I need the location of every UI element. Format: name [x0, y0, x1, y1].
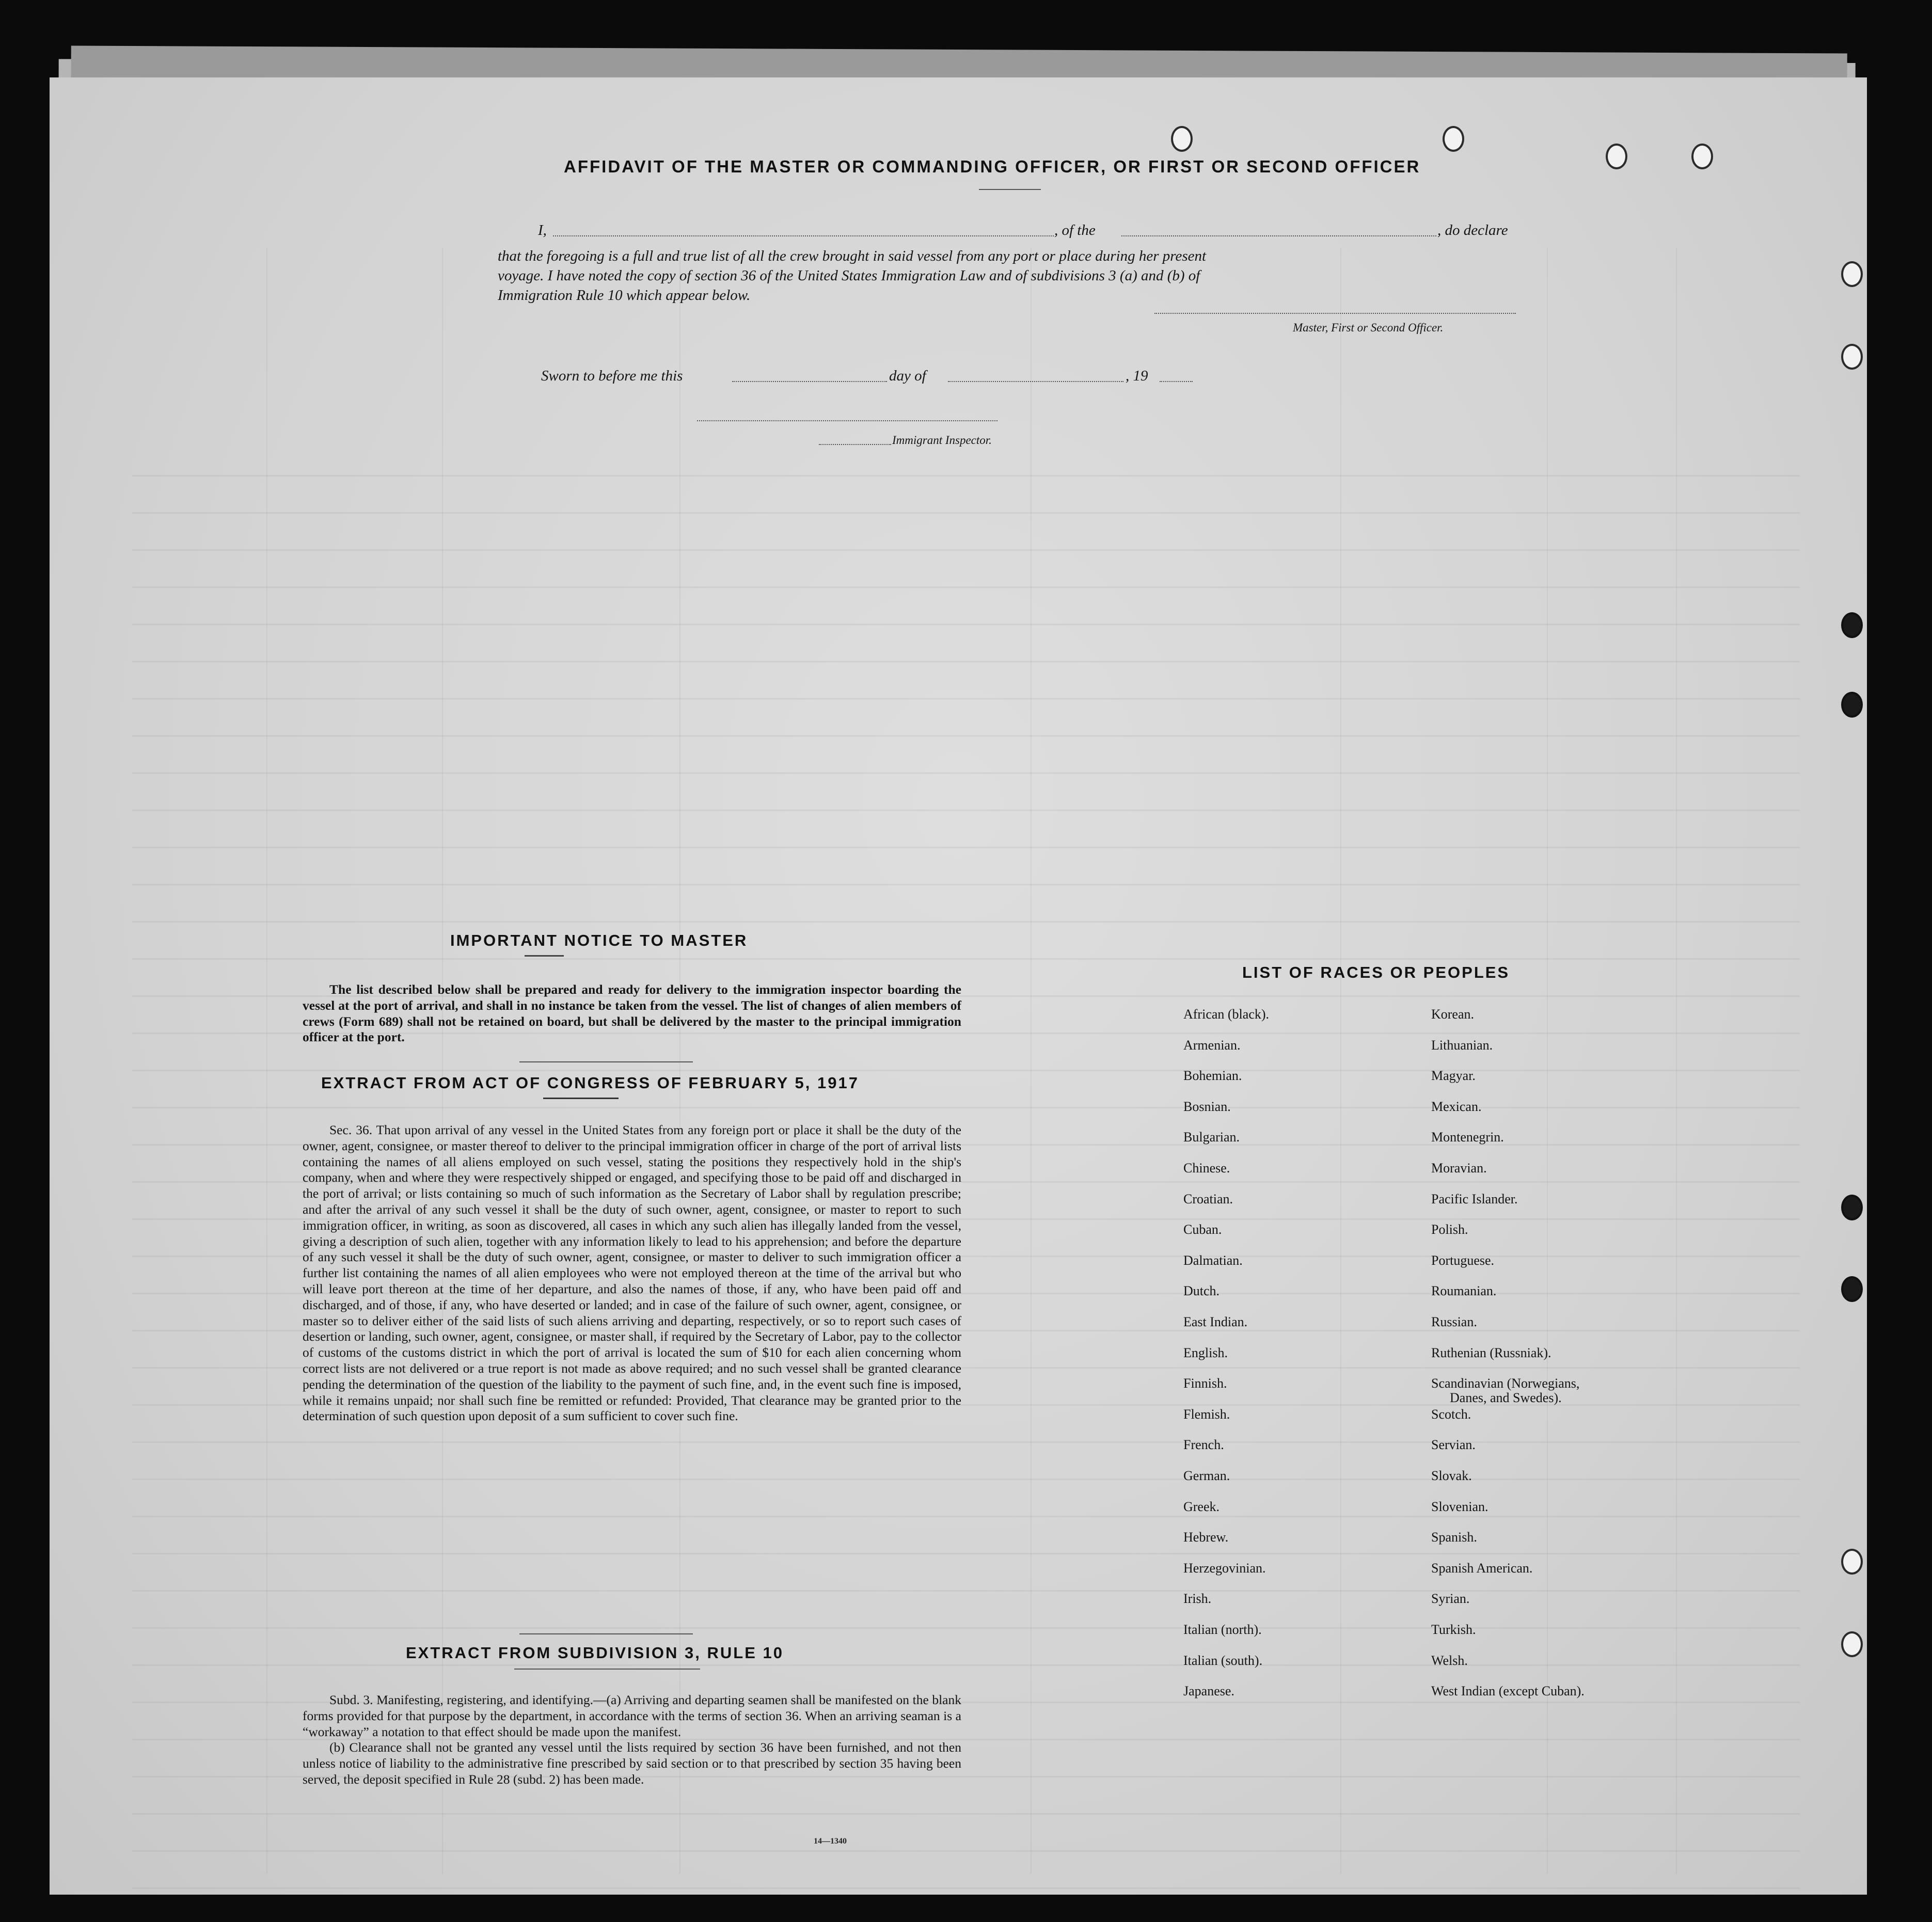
- race-item: Spanish.: [1431, 1530, 1477, 1545]
- race-item: Cuban.: [1183, 1222, 1222, 1237]
- notice-title: IMPORTANT NOTICE TO MASTER: [450, 931, 748, 949]
- race-item: Bosnian.: [1183, 1099, 1231, 1114]
- punch-hole: [1841, 612, 1863, 638]
- bleed-through-line: [132, 661, 1800, 662]
- act-extract-title: EXTRACT FROM ACT OF CONGRESS OF FEBRUARY 5, 1917: [321, 1074, 859, 1092]
- bleed-through-line: [132, 586, 1800, 588]
- bleed-through-line: [132, 772, 1800, 774]
- bleed-through-line: [132, 921, 1800, 923]
- bleed-through-line: [132, 1887, 1800, 1889]
- punch-hole: [1171, 126, 1193, 152]
- affidavit-body-line3: Immigration Rule 10 which appear below.: [498, 287, 751, 304]
- bleed-through-line: [132, 847, 1800, 848]
- race-item: Spanish American.: [1431, 1560, 1533, 1576]
- inspector-caption: Immigrant Inspector.: [892, 434, 992, 447]
- bleed-through-line: [132, 958, 1800, 960]
- race-item: Danes, and Swedes).: [1450, 1390, 1562, 1406]
- race-item: Scotch.: [1431, 1406, 1471, 1422]
- bleed-through-line: [132, 884, 1800, 885]
- bleed-through-line: [132, 809, 1800, 811]
- race-item: Welsh.: [1431, 1653, 1468, 1668]
- punch-hole: [1841, 1195, 1863, 1220]
- bleed-through-line: [132, 512, 1800, 514]
- punch-hole: [1841, 1276, 1863, 1302]
- punch-hole: [1841, 344, 1863, 370]
- race-item: Lithuanian.: [1431, 1037, 1493, 1053]
- form-number: 14—1340: [814, 1837, 847, 1846]
- race-item: Italian (south).: [1183, 1653, 1263, 1668]
- subd-3b-text: (b) Clearance shall not be granted any vessel until the lists required by section 36 have been furnished, and not then unless notice of liability to the administrative fine prescribed by said section or to that prescribed by section 35 having been served, the deposit specified in Rule 28 (subd. 2) has been made.: [303, 1740, 961, 1787]
- race-item: Croatian.: [1183, 1191, 1233, 1206]
- race-item: Montenegrin.: [1431, 1130, 1504, 1145]
- affidavit-i-label: I,: [538, 222, 547, 239]
- sworn-label: Sworn to before me this: [541, 368, 683, 384]
- punch-hole: [1606, 144, 1627, 169]
- race-item: German.: [1183, 1468, 1230, 1483]
- punch-hole: [1841, 692, 1863, 718]
- rule-title-rule: [514, 1669, 700, 1670]
- bleed-through-column: [1031, 248, 1032, 1874]
- inspector-signature-blank[interactable]: [819, 444, 891, 445]
- section-divider: [519, 1061, 693, 1062]
- act-title-rule: [543, 1098, 619, 1099]
- notice-body: [303, 982, 961, 1045]
- punch-hole: [1443, 126, 1464, 152]
- act-extract-body: [303, 1122, 961, 1424]
- race-item: Moravian.: [1431, 1161, 1487, 1176]
- race-item: English.: [1183, 1345, 1228, 1360]
- bleed-through-column: [442, 248, 443, 1874]
- race-item: Japanese.: [1183, 1683, 1234, 1699]
- year-label: , 19: [1126, 368, 1148, 384]
- race-item: African (black).: [1183, 1007, 1270, 1022]
- race-item: Korean.: [1431, 1007, 1475, 1022]
- sworn-year-blank[interactable]: [1160, 381, 1193, 382]
- day-of-label: day of: [889, 368, 926, 384]
- rule-extract-body: [303, 1692, 961, 1788]
- punch-hole: [1841, 1549, 1863, 1575]
- race-item: Bulgarian.: [1183, 1130, 1240, 1145]
- inspector-signature-blank-top[interactable]: [697, 420, 997, 421]
- affidavit-body-line1: that the foregoing is a full and true list of all the crew brought in said vessel from any port or place during her present: [498, 248, 1207, 264]
- race-item: Irish.: [1183, 1591, 1212, 1607]
- name-blank[interactable]: [553, 235, 1054, 236]
- race-item: Armenian.: [1183, 1037, 1241, 1053]
- subd-3a-text: Subd. 3. Manifesting, registering, and identifying.—(a) Arriving and departing seamen shall be manifested on the blank forms provided for that purpose by the department, in accordance with the terms of section 36. When an arriving seaman is a “workaway” a notation to that effect should be made upon the manifest.: [303, 1692, 961, 1739]
- punch-hole: [1841, 1631, 1863, 1657]
- races-list: [1183, 1007, 1648, 1781]
- punch-hole: [1691, 144, 1713, 169]
- race-item: Slovak.: [1431, 1468, 1472, 1483]
- race-item: Dalmatian.: [1183, 1252, 1243, 1268]
- punch-hole: [1841, 261, 1863, 287]
- section-divider-2: [519, 1633, 693, 1634]
- bleed-through-line: [132, 549, 1800, 551]
- title-rule: [979, 189, 1041, 190]
- affidavit-declare-label: , do declare: [1437, 222, 1508, 239]
- race-item: Italian (north).: [1183, 1622, 1262, 1637]
- race-item: Polish.: [1431, 1222, 1468, 1237]
- race-item: Chinese.: [1183, 1161, 1230, 1176]
- race-item: Flemish.: [1183, 1406, 1230, 1422]
- race-item: Finnish.: [1183, 1376, 1227, 1391]
- sworn-month-blank[interactable]: [948, 381, 1123, 382]
- rule-extract-title: EXTRACT FROM SUBDIVISION 3, RULE 10: [406, 1644, 784, 1662]
- notice-text: The list described below shall be prepared and ready for delivery to the immigration inspector boarding the vessel at the port of arrival, and shall in no instance be taken from the vessel. The list of changes of alien members of crews (Form 689) shall not be retained on board, but shall be delivered by the master to the principal immigration officer at the port.: [303, 982, 961, 1045]
- bleed-through-line: [132, 475, 1800, 476]
- race-item: French.: [1183, 1437, 1224, 1453]
- race-item: Pacific Islander.: [1431, 1191, 1518, 1206]
- race-item: Roumanian.: [1431, 1283, 1497, 1299]
- race-item: Herzegovinian.: [1183, 1560, 1266, 1576]
- bleed-through-column: [1676, 248, 1677, 1874]
- race-item: Portuguese.: [1431, 1252, 1495, 1268]
- race-item: Ruthenian (Russniak).: [1431, 1345, 1551, 1360]
- race-item: Slovenian.: [1431, 1499, 1488, 1514]
- race-item: Dutch.: [1183, 1283, 1220, 1299]
- race-item: Scandinavian (Norwegians,: [1431, 1376, 1580, 1391]
- officer-signature-caption: Master, First or Second Officer.: [1293, 321, 1444, 334]
- officer-signature-blank[interactable]: [1154, 313, 1516, 314]
- race-item: Greek.: [1183, 1499, 1220, 1514]
- notice-title-rule: [525, 955, 564, 957]
- race-item: East Indian.: [1183, 1314, 1248, 1329]
- race-item: Mexican.: [1431, 1099, 1482, 1114]
- affidavit-title: AFFIDAVIT OF THE MASTER OR COMMANDING OFFICER, OR FIRST OR SECOND OFFICER: [564, 157, 1421, 176]
- manifest-back-page: [50, 77, 1867, 1895]
- race-item: Russian.: [1431, 1314, 1477, 1329]
- sworn-day-blank[interactable]: [732, 381, 887, 382]
- race-item: Turkish.: [1431, 1622, 1476, 1637]
- bleed-through-column: [679, 248, 680, 1874]
- race-item: Hebrew.: [1183, 1530, 1229, 1545]
- bleed-through-column: [266, 248, 267, 1874]
- vessel-blank[interactable]: [1121, 235, 1436, 236]
- bleed-through-line: [132, 624, 1800, 625]
- bleed-through-line: [132, 698, 1800, 700]
- bleed-through-line: [132, 1850, 1800, 1852]
- bleed-through-line: [132, 1813, 1800, 1815]
- affidavit-body-line2: voyage. I have noted the copy of section 36 of the United States Immigration Law and of subdivisions 3 (a) and (b) of: [498, 267, 1200, 284]
- bleed-through-line: [132, 735, 1800, 737]
- section-36-text: Sec. 36. That upon arrival of any vessel in the United States from any foreign port or place it shall be the duty of the owner, agent, consignee, or master thereof to deliver to the principal immigration officer in charge of the port of arrival lists containing the names of all aliens employed on such vessel, stating the positions they respectively hold in the ship's company, when and where they were respectively shipped or engaged, and specifying those to be paid off and discharged in the port of arrival; or lists containing so much of such information as the Secretary of Labor shall by regulation prescribe; and after the arrival of any such vessel it shall be the duty of such owner, agent, consignee, or master to report to such immigration officer, in writing, as soon as discovered, all cases in which any such alien has illegally landed from the vessel, giving a description of such alien, together with any information likely to lead to his apprehension; and before the departure of any such vessel it shall be the duty of such owner, agent, consignee, or master to deliver to such immigration officer a further list containing the names of all alien employees who were not employed thereon at the time of the arrival but who will leave port thereon at the time of her departure, and also the names of those, if any, who have been paid off and discharged, and of those, if any, who have deserted or landed; and in case of the failure of such owner, agent, consignee, or master so to deliver either of the said lists of such aliens arriving and departing, respectively, or so to report such cases of desertion or landing, such owner, agent, consignee, or master shall, if required by the Secretary of Labor, pay to the collector of customs of the customs district in which the port of arrival is located the sum of $10 for each alien concerning whom correct lists are not delivered or a true report is not made as above required; and no such vessel shall be granted clearance pending the determination of the question of the liability to the payment of such fine, and, in the event such fine is imposed, while it remains unpaid; nor shall such fine be remitted or refunded: Provided, That clearance may be granted prior to the determination of such question upon deposit of a sum sufficient to cover such fine.: [303, 1122, 961, 1424]
- race-item: Magyar.: [1431, 1068, 1476, 1084]
- race-item: Bohemian.: [1183, 1068, 1242, 1084]
- race-item: West Indian (except Cuban).: [1431, 1683, 1585, 1699]
- race-item: Servian.: [1431, 1437, 1476, 1453]
- races-title: LIST OF RACES OR PEOPLES: [1242, 963, 1510, 981]
- affidavit-of-the-label: , of the: [1054, 222, 1096, 239]
- race-item: Syrian.: [1431, 1591, 1470, 1607]
